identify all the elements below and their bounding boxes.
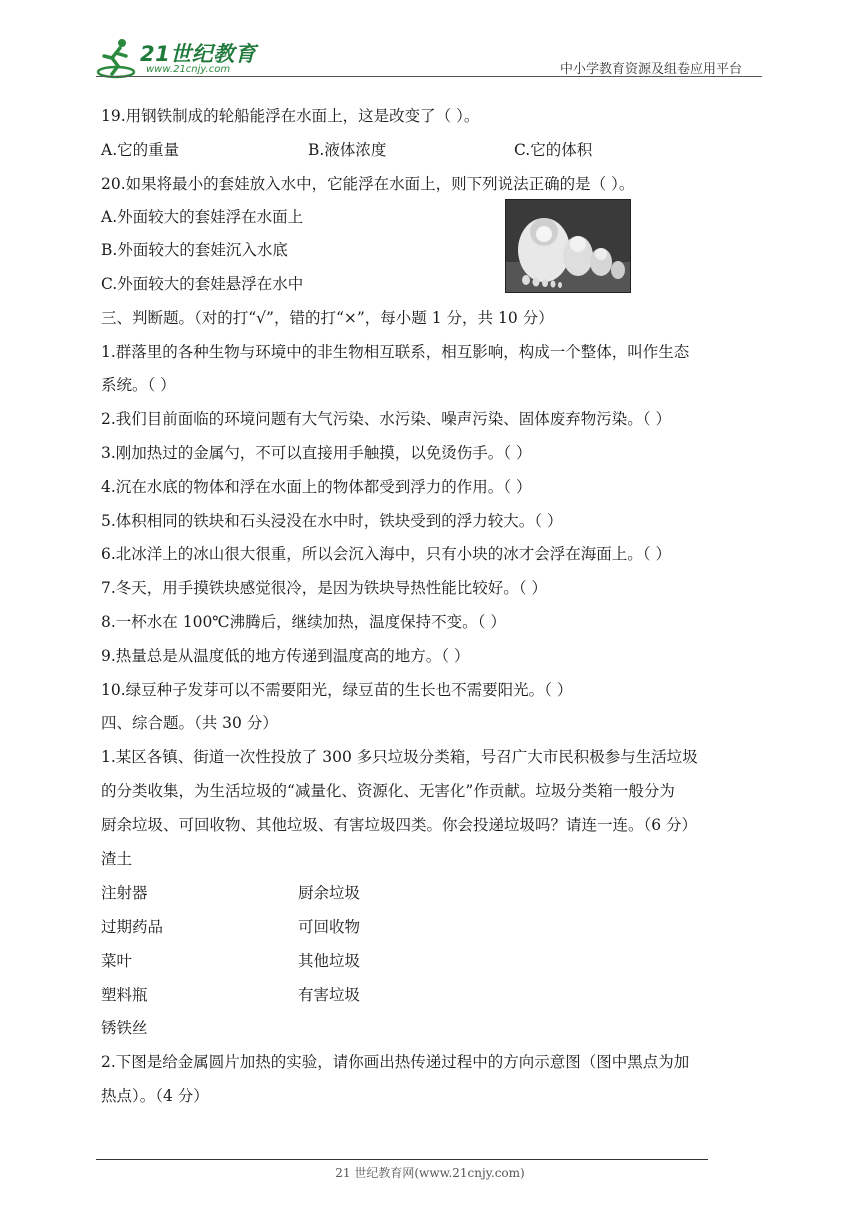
bin-category: 厨余垃圾 (298, 884, 361, 902)
q4-2-line-1: 2.下图是给金属圆片加热的实验，请你画出热传递过程中的方向示意图（图中黑点为加 (101, 1053, 690, 1071)
logo-url: www.21cnjy.com (146, 64, 231, 75)
waste-item: 过期药品 (101, 918, 164, 936)
footer-text: 21 世纪教育网(www.21cnjy.com) (335, 1166, 525, 1180)
q19-option-c: C.它的体积 (514, 141, 593, 159)
bin-category: 可回收物 (298, 918, 361, 936)
q20-option-b: B.外面较大的套娃沉入水底 (101, 241, 288, 259)
q4-2-line-2: 热点）。（4 分） (101, 1087, 209, 1105)
section-4-title: 四、综合题。（共 30 分） (101, 714, 278, 732)
judge-item-3: 3.刚加热过的金属勺，不可以直接用手触摸，以免烫伤手。（ ） (101, 444, 532, 462)
judge-item-6: 6.北冰洋上的冰山很大很重，所以会沉入海中，只有小块的冰才会浮在海面上。（ ） (101, 545, 671, 563)
question-20-stem: 20.如果将最小的套娃放入水中，它能浮在水面上，则下列说法正确的是（ ）。 (101, 175, 635, 193)
judge-item-1: 1.群落里的各种生物与环境中的非生物相互联系，相互影响，构成一个整体，叫作生态 (101, 343, 690, 361)
judge-item-4: 4.沉在水底的物体和浮在水面上的物体都受到浮力的作用。（ ） (101, 478, 532, 496)
judge-item-5: 5.体积相同的铁块和石头浸没在水中时，铁块受到的浮力较大。（ ） (101, 512, 563, 530)
waste-item: 菜叶 (101, 952, 133, 970)
judge-item-2: 2.我们目前面临的环境问题有大气污染、水污染、噪声污染、固体废弃物污染。（ ） (101, 410, 671, 428)
matryoshka-dolls-photo (505, 199, 631, 293)
section-3-title: 三、判断题。（对的打“√”，错的打“×”，每小题 1 分，共 10 分） (101, 309, 554, 327)
question-19-stem: 19.用钢铁制成的轮船能浮在水面上，这是改变了（ ）。 (101, 107, 480, 125)
waste-item: 塑料瓶 (101, 986, 148, 1004)
waste-item: 注射器 (101, 884, 148, 902)
judge-item-8: 8.一杯水在 100℃沸腾后，继续加热，温度保持不变。（ ） (101, 613, 506, 631)
q20-option-a: A.外面较大的套娃浮在水面上 (101, 208, 304, 226)
q4-1-line-2: 的分类收集，为生活垃圾的“减量化、资源化、无害化”作贡献。垃圾分类箱一般分为 (101, 782, 675, 800)
judge-item-1-cont: 系统。（ ） (101, 376, 176, 394)
q19-option-b: B.液体浓度 (308, 141, 387, 159)
runner-logo-icon (96, 36, 140, 80)
footer-divider (96, 1159, 708, 1160)
q4-1-line-3: 厨余垃圾、可回收物、其他垃圾、有害垃圾四类。你会投递垃圾吗？请连一连。（6 分） (101, 816, 698, 834)
q19-option-a: A.它的重量 (101, 141, 180, 159)
platform-name: 中小学教育资源及组卷应用平台 (560, 62, 743, 77)
q20-option-c: C.外面较大的套娃悬浮在水中 (101, 275, 304, 293)
header-divider (96, 76, 762, 77)
waste-item: 渣土 (101, 850, 133, 868)
waste-item: 锈铁丝 (101, 1019, 148, 1037)
judge-item-10: 10.绿豆种子发芽可以不需要阳光，绿豆苗的生长也不需要阳光。（ ） (101, 681, 573, 699)
judge-item-9: 9.热量总是从温度低的地方传递到温度高的地方。（ ） (101, 647, 470, 665)
judge-item-7: 7.冬天，用手摸铁块感觉很冷，是因为铁块导热性能比较好。（ ） (101, 579, 547, 597)
bin-category: 其他垃圾 (298, 952, 361, 970)
q4-1-line-1: 1.某区各镇、街道一次性投放了 300 多只垃圾分类箱，号召广大市民积极参与生活垃圾 (101, 748, 698, 766)
logo-text: 21世纪教育 (140, 42, 257, 66)
bin-category: 有害垃圾 (298, 986, 361, 1004)
